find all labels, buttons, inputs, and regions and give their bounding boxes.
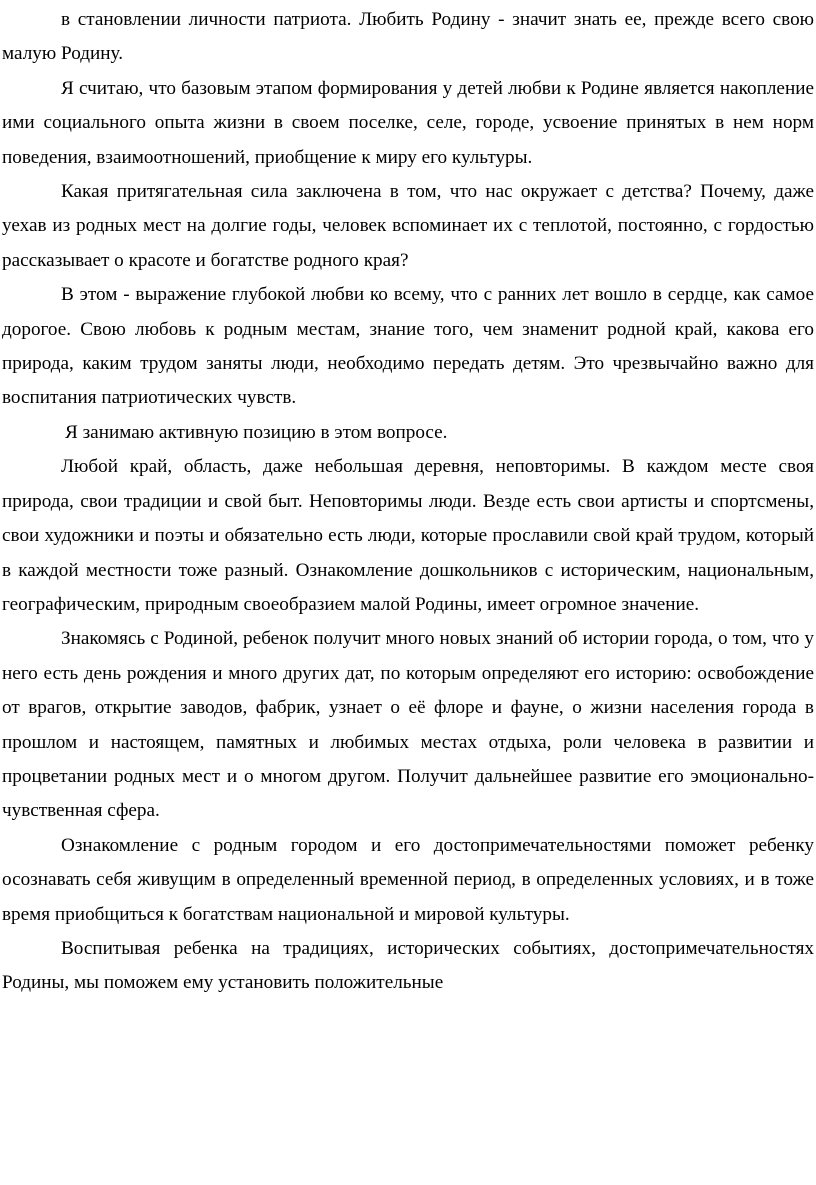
paragraph-intro-continuation: в становлении личности патриота. Любить Родину - значит знать ее, прежде всего свою малую Родину. (2, 9, 814, 65)
paragraph-upbringing: Воспитывая ребенка на традициях, исторических событиях, достопримечательностях Родины, мы поможем ему установить положительные (2, 937, 814, 994)
paragraph-active-position: Я занимаю активную позицию в этом вопросе. (65, 421, 448, 443)
paragraph-deep-love: В этом - выражение глубокой любви ко всему, что с ранних лет вошло в сердце, как самое дорогое. Свою любовь к родным местам, знание того, чем знаменит родной край, какова его природа, каким трудом заняты люди, необходимо передать детям. Это чрезвычайно важно для воспитания патриотических чувств. (2, 284, 814, 409)
paragraph-attraction-question: Какая притягательная сила заключена в том, что нас окружает с детства? Почему, даже уехав из родных мест на долгие годы, человек вспоминает их с теплотой, постоянно, с гордостью рассказывает о красоте и богатстве родного края? (2, 181, 814, 271)
document-page (2, 3, 814, 1001)
paragraph-getting-acquainted: Знакомясь с Родиной, ребенок получит много новых знаний об истории города, о том, что у него есть день рождения и много других дат, по которым определяют его историю: освобождение от врагов, открытие заводов, фабрик, узнает о её флоре и фауне, о жизни населения города в прошлом и настоящем, памятных и любимых местах отдыха, роли человека в развитии и процветании родных мест и о многом другом. Получит дальнейшее развитие его эмоционально-чувственная сфера. (2, 628, 814, 822)
paragraph-unique-land: Любой край, область, даже небольшая деревня, неповторимы. В каждом месте своя природа, свои традиции и свой быт. Неповторимы люди. Везде есть свои артисты и спортсмены, свои художники и поэты и обязательно есть люди, которые прославили свой край трудом, который в каждой местности тоже разный. Ознакомление дошкольников с историческим, национальным, географическим, природным своеобразием малой Родины, имеет огромное значение. (2, 456, 814, 615)
paragraph-basic-stage: Я считаю, что базовым этапом формирования у детей любви к Родине является накопление ими социального опыта жизни в своем поселке, селе, городе, усвоение принятых в нем норм поведения, взаимоотношений, приобщение к миру его культуры. (2, 77, 814, 168)
paragraph-landmarks: Ознакомление с родным городом и его достопримечательностями поможет ребенку осознавать себя живущим в определенный временной период, в определенных условиях, и в тоже время приобщиться к богатствам национальной и мировой культуры. (2, 834, 814, 925)
